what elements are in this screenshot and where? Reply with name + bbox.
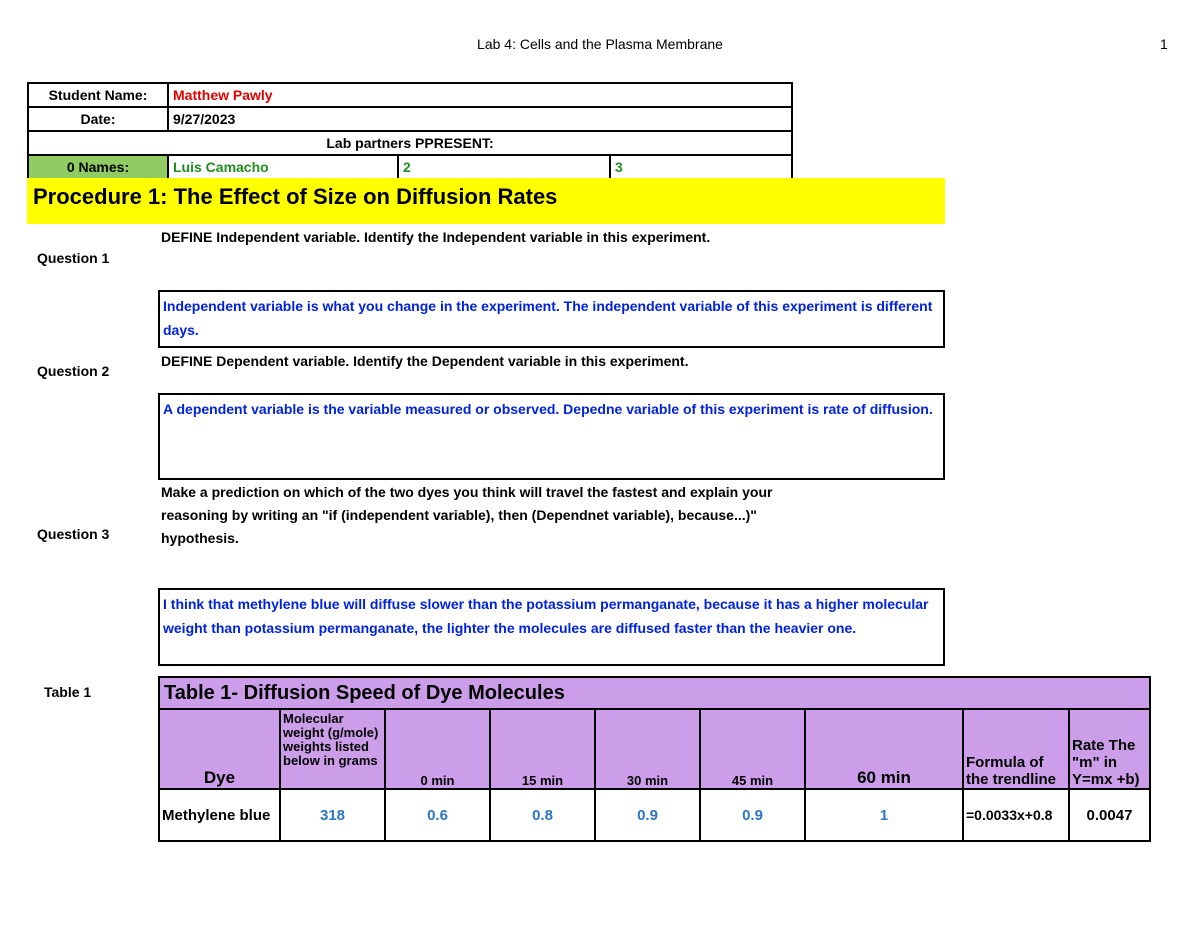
cell-45-min: 0.9 [700, 789, 805, 841]
partner-1: Luis Camacho [168, 155, 398, 179]
student-name-label: Student Name: [28, 83, 168, 107]
header-rate: Rate The "m" in Y=mx +b) [1069, 709, 1150, 789]
cell-formula: =0.0033x+0.8 [963, 789, 1069, 841]
question-2-answer: A dependent variable is the variable measured or observed. Depedne variable of this experiment is rate of diffusion. [158, 393, 945, 480]
cell-dye: Methylene blue [159, 789, 280, 841]
page-header-title: Lab 4: Cells and the Plasma Membrane [477, 36, 723, 52]
header-dye: Dye [159, 709, 280, 789]
header-60-min: 60 min [805, 709, 963, 789]
cell-rate: 0.0047 [1069, 789, 1150, 841]
cell-30-min: 0.9 [595, 789, 700, 841]
table-row [159, 789, 1150, 841]
names-label: 0 Names: [28, 155, 168, 179]
header-formula: Formula of the trendline [963, 709, 1069, 789]
question-2-prompt: DEFINE Dependent variable. Identify the Dependent variable in this experiment. [161, 353, 689, 369]
cell-60-min: 1 [805, 789, 963, 841]
question-1-label: Question 1 [37, 250, 110, 266]
question-1-prompt: DEFINE Independent variable. Identify the Independent variable in this experiment. [161, 229, 711, 245]
diffusion-data-table [158, 676, 1151, 842]
cell-15-min: 0.8 [490, 789, 595, 841]
header-30-min: 30 min [595, 709, 700, 789]
table-title: Table 1- Diffusion Speed of Dye Molecules [159, 677, 1150, 709]
cell-molecular-weight: 318 [280, 789, 385, 841]
procedure-title: Procedure 1: The Effect of Size on Diffusion Rates [27, 178, 945, 224]
date-value: 9/27/2023 [168, 107, 792, 131]
student-name-value: Matthew Pawly [168, 83, 792, 107]
date-label: Date: [28, 107, 168, 131]
partner-3: 3 [610, 155, 792, 179]
question-3-answer: I think that methylene blue will diffuse slower than the potassium permanganate, because it has a higher molecular weight than potassium permanganate, the lighter the molecules are diffused faster than the heavier one. [158, 588, 945, 666]
header-45-min: 45 min [700, 709, 805, 789]
question-3-label: Question 3 [37, 526, 110, 542]
question-3-prompt: Make a prediction on which of the two dyes you think will travel the fastest and explain your reasoning by writing an "if (independent variable), then (Dependnet variable), because...)" hypothesis. [161, 484, 773, 546]
header-molecular-weight-cell [280, 709, 385, 789]
question-2-label: Question 2 [37, 363, 110, 379]
cell-0-min: 0.6 [385, 789, 490, 841]
page-number: 1 [1160, 36, 1168, 52]
student-info-table [27, 82, 793, 180]
partner-2: 2 [398, 155, 610, 179]
question-1-answer: Independent variable is what you change in the experiment. The independent variable of this experiment is different days. [158, 290, 945, 348]
header-0-min: 0 min [385, 709, 490, 789]
table-1-label: Table 1 [44, 684, 92, 700]
header-molecular-weight: Molecular weight (g/mole) weights listed below in grams [283, 711, 379, 768]
header-15-min: 15 min [490, 709, 595, 789]
lab-partners-heading: Lab partners PPRESENT: [28, 131, 792, 155]
